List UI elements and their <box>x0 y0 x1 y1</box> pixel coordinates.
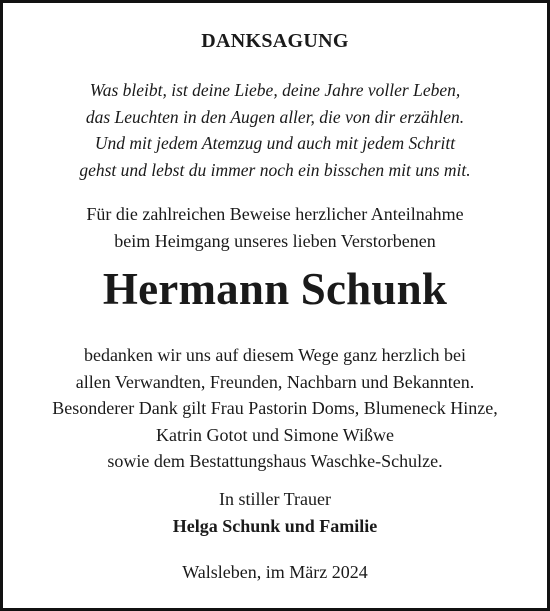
intro-line: beim Heimgang unseres lieben Verstorbenen <box>114 231 436 251</box>
signature: Helga Schunk und Familie <box>172 516 378 536</box>
thanks-line: allen Verwandten, Freunden, Nachbarn und Bekannten. <box>75 371 475 392</box>
thanks-line: Besonderer Dank gilt Frau Pastorin Doms, Blumeneck Hinze, <box>52 398 498 418</box>
intro-line: Für die zahlreichen Beweise herzlicher Anteilnahme <box>86 204 464 224</box>
mourning-label: In stiller Trauer <box>219 489 331 509</box>
place-date: Walsleben, im März 2024 <box>182 562 368 582</box>
poem-line: Was bleibt, ist deine Liebe, deine Jahre voller Leben, <box>89 80 461 100</box>
intro-text <box>13 201 537 255</box>
poem-line: gehst und lebst du immer noch ein bisschen mit uns mit. <box>79 159 471 180</box>
thanks-line: sowie dem Bestattungshaus Waschke-Schulze. <box>107 451 443 471</box>
memorial-poem <box>13 77 537 183</box>
poem-line: Und mit jedem Atemzug und auch mit jedem Schritt <box>94 133 456 153</box>
thanks-line: bedanken wir uns auf diesem Wege ganz herzlich bei <box>83 345 467 365</box>
thanks-line: Katrin Gotot und Simone Wißwe <box>156 424 394 445</box>
deceased-name: Hermann Schunk <box>102 264 448 314</box>
poem-line: das Leuchten in den Augen aller, die von dir erzählen. <box>85 106 465 127</box>
thanks-text <box>13 342 537 475</box>
mourning-block <box>13 486 537 540</box>
notice-title: DANKSAGUNG <box>201 30 349 52</box>
